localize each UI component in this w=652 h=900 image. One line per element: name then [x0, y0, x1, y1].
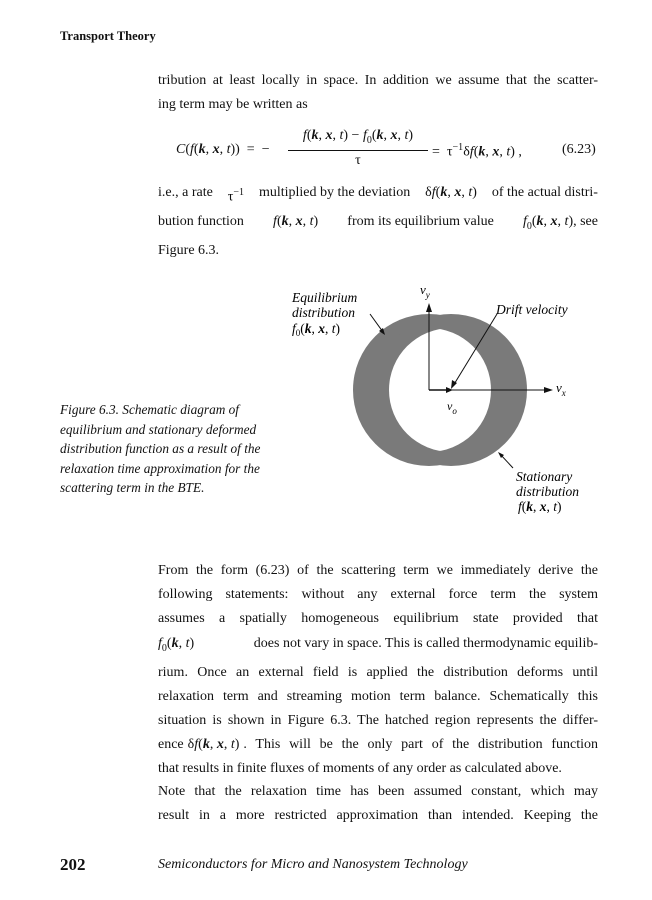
stationary-label-line2: distribution [516, 484, 580, 499]
equation-number: (6.23) [562, 142, 596, 157]
text-line: $f_0(k$, t) does not vary in space. This is called thermodynamic equilib- [158, 632, 598, 661]
text-line: result in a more restricted approximation than intended. Keeping the [158, 808, 598, 824]
figure-caption: Figure 6.3. Schematic diagram of equilibrium and stationary deformed distribution function as a result of the relaxation time approximation for the scattering term in the BTE. [60, 402, 261, 496]
text-line: tribution at least locally in space. In addition we assume that the scatter- [158, 73, 598, 88]
text-line: ence δf(k, x, t) . This will be the only part of the distribution function [158, 733, 598, 757]
equilibrium-expr: $f_0(k$, x, t), see [522, 213, 598, 232]
text-line: ing term may be written as [158, 97, 308, 113]
intro-paragraph [158, 69, 598, 117]
running-header: Transport Theory [60, 29, 156, 43]
vy-arrowhead [426, 303, 432, 312]
vx-arrowhead [544, 387, 553, 393]
f0-expr: $f_0(k$, t) [158, 635, 195, 654]
equation-rhs: = $\tau^{-1}\delta f(k$, x, t) , [432, 142, 522, 160]
origin-label: $v_o$ [447, 399, 457, 416]
drift-velocity-label: Drift velocity [496, 302, 568, 317]
text-line: following statements: without any external force term the system [158, 587, 598, 603]
equilibrium-function: $f_0(k$, x, t) [292, 321, 341, 338]
page-number: 202 [60, 855, 86, 874]
equilibrium-pointer [370, 314, 383, 332]
equation-denominator: τ [355, 153, 361, 168]
delta-f-expr: δf(k, x, t) [187, 737, 240, 753]
equilibrium-label-line1: Equilibrium [292, 290, 358, 305]
text-line: situation is shown in Figure 6.3. The hatched region represents the differ- [158, 713, 598, 729]
equation-6-23 [0, 128, 652, 176]
text-line: rium. Once an external field is applied the distribution deforms until [158, 664, 598, 680]
equilibrium-label-line2: distribution [292, 305, 356, 320]
tau-inverse: $\tau^{-1}$ [227, 187, 245, 205]
text-line: Note that the relaxation time has been assumed constant, which may [158, 784, 598, 799]
stationary-function: f(k, x, t) [518, 499, 562, 514]
function-expr: f(k, x, t) [273, 213, 319, 229]
stationary-label-line1: Stationary [516, 469, 573, 484]
explanation-paragraph [158, 181, 598, 263]
vy-label: $v_y$ [420, 282, 430, 300]
fraction-bar [288, 150, 428, 151]
equation-numerator: f(k, x, $t) - f_0(k$, x, t) [302, 128, 414, 146]
body-paragraph-1 [158, 559, 598, 782]
text-line: bution function f(k, x, t) from its equilibrium value $f_0(k$, x, t), see [158, 210, 598, 239]
vx-label: $v_x$ [556, 380, 566, 398]
book-title: Semiconductors for Micro and Nanosystem Technology [158, 857, 468, 872]
figure-reference: Figure 6.3. [158, 242, 220, 258]
text-line: assumes a spatially homogeneous equilibrium state provided that [158, 611, 598, 627]
text-line: i.e., a rate $\tau^{-1}$ multiplied by the deviation δf(k, x, t) of the actual distri- [158, 181, 598, 210]
text-line: that results in finite fluxes of moments of any order as calculated above. [158, 761, 562, 777]
body-paragraph-2 [158, 780, 598, 828]
text-line: From the form (6.23) of the scattering term we immediately derive the [158, 563, 598, 578]
deviation-expr: δf(k, x, t) [425, 185, 477, 200]
equation-lhs: C(f(k, x, t)) = − [176, 142, 270, 157]
text-line: relaxation term and streaming motion term balance. Schematically this [158, 688, 598, 704]
